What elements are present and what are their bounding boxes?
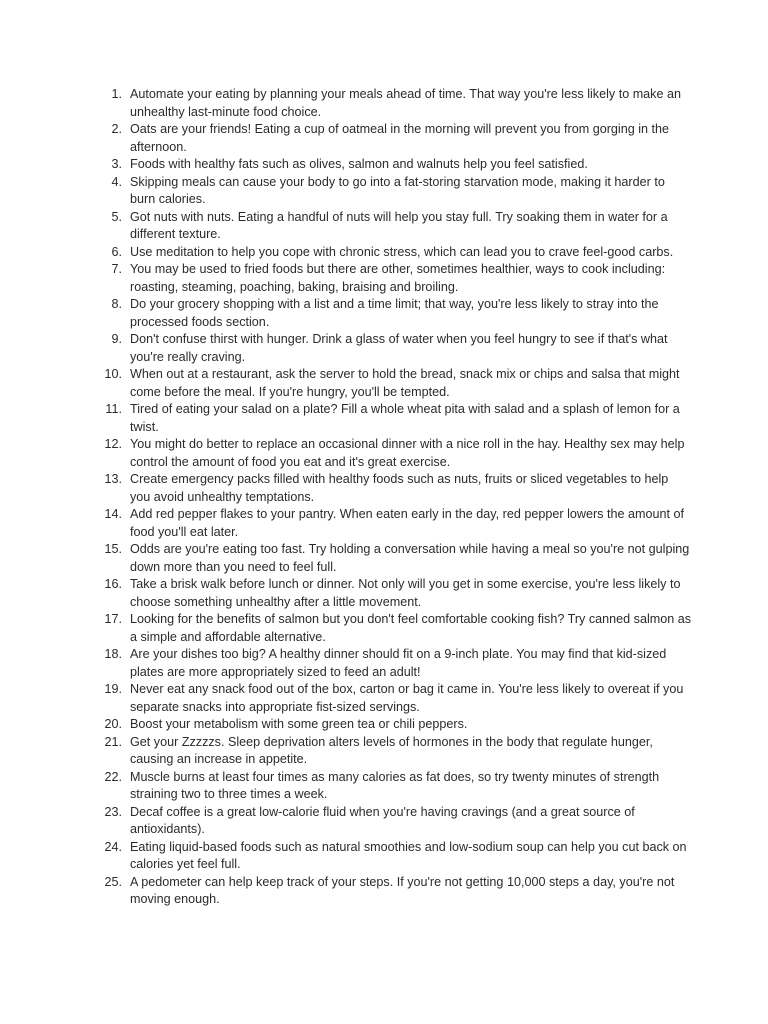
list-item-number: 3 . xyxy=(92,156,122,174)
list-item-number: 6 . xyxy=(92,244,122,262)
list-item-number: 4 . xyxy=(92,174,122,192)
list-item-text: Foods with healthy fats such as olives, salmon and walnuts help you feel satisfied. xyxy=(130,157,588,171)
list-item-number: 11 . xyxy=(92,401,122,419)
list-item xyxy=(92,506,692,541)
list-item xyxy=(92,874,692,909)
list-item-number: 15 . xyxy=(92,541,122,559)
list-item-number: 10 . xyxy=(92,366,122,384)
list-item-text: You might do better to replace an occasional dinner with a nice roll in the hay. Healthy sex may help control the amount of food you eat and it's great exercise. xyxy=(130,437,685,469)
list-item xyxy=(92,366,692,401)
list-item-number: 21 . xyxy=(92,734,122,752)
list-item-number: 19 . xyxy=(92,681,122,699)
list-item-text: Looking for the benefits of salmon but you don't feel comfortable cooking fish? Try canned salmon as a simple and affordable alternative. xyxy=(130,612,692,644)
list-item-text: Add red pepper flakes to your pantry. When eaten early in the day, red pepper lowers the amount of food you'll eat later. xyxy=(130,507,684,539)
list-item-text: Are your dishes too big? A healthy dinner should fit on a 9-inch plate. You may find that kid-sized plates are more appropriately sized to feed an adult! xyxy=(130,647,667,679)
list-item-number: 18 . xyxy=(92,646,122,664)
list-item-number: 17 . xyxy=(92,611,122,629)
list-item xyxy=(92,646,692,681)
list-item-text: Get your Zzzzzs. Sleep deprivation alters levels of hormones in the body that regulate hunger, causing an increase in appetite. xyxy=(130,734,653,766)
list-item-number: 25 . xyxy=(92,874,122,892)
list-item-number: 20 . xyxy=(92,716,122,734)
list-item-number: 12 . xyxy=(92,436,122,454)
list-item xyxy=(92,121,692,156)
list-item xyxy=(92,174,692,209)
list-item-number: 23 . xyxy=(92,804,122,822)
list-item xyxy=(92,804,692,839)
tips-list xyxy=(92,86,692,909)
list-item-text: Odds are you're eating too fast. Try holding a conversation while having a meal so you're not gulping down more than you need to feel full. xyxy=(130,542,690,574)
list-item-number: 7 . xyxy=(92,261,122,279)
list-item-text: Skipping meals can cause your body to go into a fat-storing starvation mode, making it harder to burn calories. xyxy=(130,174,665,206)
list-item-number: 22 . xyxy=(92,769,122,787)
list-item-text: Never eat any snack food out of the box, carton or bag it came in. You're less likely to overeat if you separate snacks into appropriate fist-sized servings. xyxy=(130,682,684,714)
list-item-number: 14 . xyxy=(92,506,122,524)
list-item-text: Don't confuse thirst with hunger. Drink a glass of water when you feel hungry to see if that's what you're really craving. xyxy=(130,332,668,364)
list-item xyxy=(92,681,692,716)
list-item-text: Oats are your friends! Eating a cup of oatmeal in the morning will prevent you from gorging in the afternoon. xyxy=(130,122,670,154)
list-item xyxy=(92,541,692,576)
list-item xyxy=(92,156,692,174)
list-item xyxy=(92,261,692,296)
list-item-text: Use meditation to help you cope with chronic stress, which can lead you to crave feel-good carbs. xyxy=(130,244,674,259)
list-item-text: Create emergency packs filled with healthy foods such as nuts, fruits or sliced vegetables to help you avoid unhealthy temptations. xyxy=(130,472,669,504)
list-item xyxy=(92,86,692,121)
list-item xyxy=(92,576,692,611)
list-item xyxy=(92,244,692,262)
list-item-text: Decaf coffee is a great low-calorie fluid when you're having cravings (and a great source of antioxidants). xyxy=(130,804,635,836)
list-item xyxy=(92,734,692,769)
list-item-number: 9 . xyxy=(92,331,122,349)
list-item-text: Got nuts with nuts. Eating a handful of nuts will help you stay full. Try soaking them in water for a different texture. xyxy=(130,209,668,241)
list-item xyxy=(92,331,692,366)
list-item xyxy=(92,296,692,331)
list-item-number: 1 . xyxy=(92,86,122,104)
list-item-number: 5 . xyxy=(92,209,122,227)
list-item-text: Eating liquid-based foods such as natural smoothies and low-sodium soup can help you cut back on calories yet feel full. xyxy=(130,839,687,871)
list-item-text: Muscle burns at least four times as many calories as fat does, so try twenty minutes of strength straining two to three times a week. xyxy=(130,769,660,801)
list-item xyxy=(92,769,692,804)
list-item xyxy=(92,471,692,506)
list-item-number: 8 . xyxy=(92,296,122,314)
list-item xyxy=(92,436,692,471)
list-item-text: Automate your eating by planning your meals ahead of time. That way you're less likely to make an unhealthy last-minute food choice. xyxy=(130,87,681,119)
list-item-text: A pedometer can help keep track of your steps. If you're not getting 10,000 steps a day, you're not moving enough. xyxy=(130,874,675,906)
list-item-number: 2 . xyxy=(92,121,122,139)
list-item xyxy=(92,611,692,646)
list-item-number: 24 . xyxy=(92,839,122,857)
list-item-text: Tired of eating your salad on a plate? Fill a whole wheat pita with salad and a splash of lemon for a twist. xyxy=(130,402,680,434)
list-item-number: 13 . xyxy=(92,471,122,489)
list-item-text: Boost your metabolism with some green tea or chili peppers. xyxy=(130,717,468,731)
list-item xyxy=(92,401,692,436)
list-item xyxy=(92,716,692,734)
list-item-text: When out at a restaurant, ask the server to hold the bread, snack mix or chips and salsa that might come before the meal. If you're hungry, you'll be tempted. xyxy=(130,367,680,399)
list-item-text: You may be used to fried foods but there are other, sometimes healthier, ways to cook including: roasting, steaming, poaching, baking, braising and broiling. xyxy=(130,262,666,294)
list-item xyxy=(92,839,692,874)
list-item xyxy=(92,209,692,244)
list-item-text: Do your grocery shopping with a list and a time limit; that way, you're less likely to stray into the processed foods section. xyxy=(130,297,659,329)
list-item-text: Take a brisk walk before lunch or dinner. Not only will you get in some exercise, you're less likely to choose something unhealthy after a little movement. xyxy=(130,577,681,609)
list-item-number: 16 . xyxy=(92,576,122,594)
